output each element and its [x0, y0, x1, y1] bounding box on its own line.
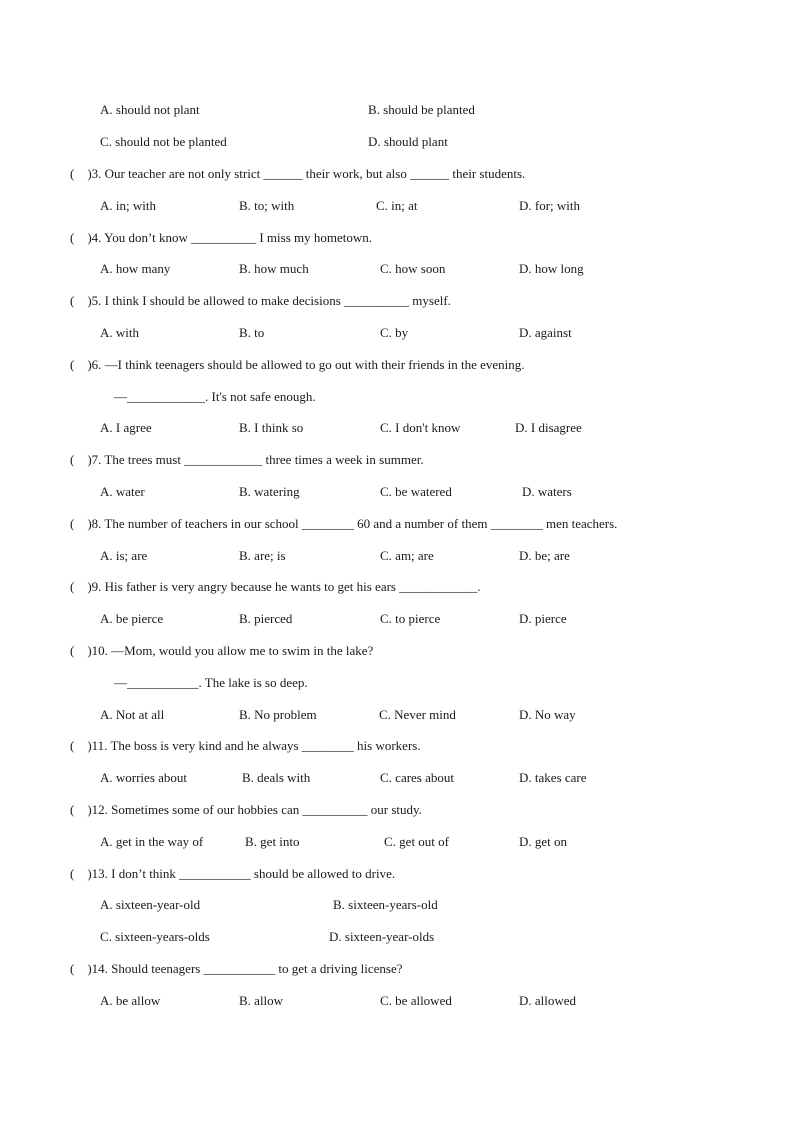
option-c: C. am; are — [380, 548, 434, 563]
question-stem: ( )5. I think I should be allowed to make decisions __________ myself. — [70, 293, 451, 308]
option-b: B. watering — [239, 484, 300, 499]
option-a: A. how many — [100, 261, 171, 276]
option-d: D. against — [519, 325, 572, 340]
option-d: D. No way — [519, 707, 576, 722]
dialogue-reply: —___________. The lake is so deep. — [114, 675, 308, 690]
question-stem: ( )4. You don’t know __________ I miss my hometown. — [70, 230, 373, 245]
option-d: D. how long — [519, 261, 584, 276]
option-c: C. cares about — [380, 770, 455, 785]
option-d: D. for; with — [519, 198, 581, 213]
question-stem: ( )14. Should teenagers ___________ to get a driving license? — [70, 961, 403, 976]
option-d: D. get on — [519, 834, 568, 849]
option-d: D. waters — [522, 484, 572, 499]
option-b: B. are; is — [239, 548, 286, 563]
option-d: D. sixteen-year-olds — [329, 929, 435, 944]
option-b: B. how much — [239, 261, 309, 276]
option-a: A. get in the way of — [100, 834, 204, 849]
question-stem: ( )10. —Mom, would you allow me to swim in the lake? — [70, 643, 374, 658]
option-b: B. I think so — [239, 420, 304, 435]
option-c: C. be watered — [380, 484, 452, 499]
option-a: A. be pierce — [100, 611, 164, 626]
option-d: D. should plant — [368, 134, 448, 149]
option-c: C. by — [380, 325, 409, 340]
option-c: C. I don't know — [380, 420, 461, 435]
option-d: D. pierce — [519, 611, 567, 626]
question-stem: ( )12. Sometimes some of our hobbies can __________ our study. — [70, 802, 422, 817]
option-a: A. worries about — [100, 770, 188, 785]
option-a: A. in; with — [100, 198, 156, 213]
option-a: A. water — [100, 484, 145, 499]
question-stem: ( )3. Our teacher are not only strict ______ their work, but also ______ their students. — [70, 166, 526, 181]
option-a: A. is; are — [100, 548, 148, 563]
option-a: A. be allow — [100, 993, 161, 1008]
question-stem: ( )9. His father is very angry because he wants to get his ears ____________. — [70, 579, 481, 594]
option-d: D. be; are — [519, 548, 570, 563]
option-c: C. how soon — [380, 261, 446, 276]
option-d: D. I disagree — [515, 420, 582, 435]
option-b: B. allow — [239, 993, 284, 1008]
option-b: B. sixteen-years-old — [333, 897, 438, 912]
option-b: B. to; with — [239, 198, 295, 213]
option-b: B. should be planted — [368, 102, 475, 117]
question-stem: ( )11. The boss is very kind and he always ________ his workers. — [70, 738, 421, 753]
option-c: C. should not be planted — [100, 134, 227, 149]
option-d: D. takes care — [519, 770, 587, 785]
option-c: C. to pierce — [380, 611, 441, 626]
option-c: C. be allowed — [380, 993, 452, 1008]
question-stem: ( )6. —I think teenagers should be allowed to go out with their friends in the evening. — [70, 357, 525, 372]
option-c: C. in; at — [376, 198, 418, 213]
option-a: A. Not at all — [100, 707, 165, 722]
question-stem: ( )8. The number of teachers in our school ________ 60 and a number of them ________ men teachers. — [70, 516, 618, 531]
option-a: A. with — [100, 325, 139, 340]
option-b: B. deals with — [242, 770, 311, 785]
option-d: D. allowed — [519, 993, 577, 1008]
option-c: C. Never mind — [379, 707, 456, 722]
option-c: C. get out of — [384, 834, 449, 849]
option-a: A. should not plant — [100, 102, 200, 117]
option-b: B. get into — [245, 834, 300, 849]
option-b: B. No problem — [239, 707, 317, 722]
option-b: B. pierced — [239, 611, 293, 626]
option-a: A. I agree — [100, 420, 152, 435]
question-stem: ( )7. The trees must ____________ three times a week in summer. — [70, 452, 424, 467]
option-a: A. sixteen-year-old — [100, 897, 201, 912]
question-stem: ( )13. I don’t think ___________ should be allowed to drive. — [70, 866, 396, 881]
option-b: B. to — [239, 325, 265, 340]
dialogue-reply: —____________. It's not safe enough. — [114, 389, 316, 404]
option-c: C. sixteen-years-olds — [100, 929, 210, 944]
